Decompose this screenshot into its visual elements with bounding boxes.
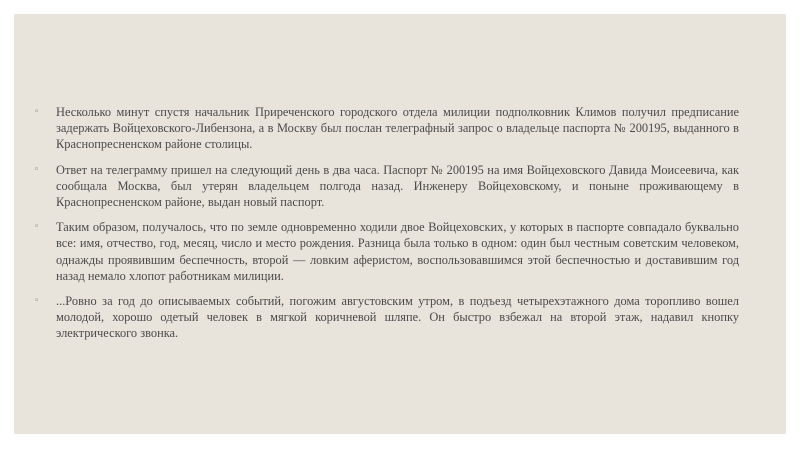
paragraph-4	[34, 293, 739, 342]
paragraph-text: ...Ровно за год до описываемых событий, погожим августовским утром, в подъезд четырехэтажного дома торопливо вошел молодой, хорошо одетый человек в мягкой коричневой шляпе. Он быстро взбежал на второй этаж, надавил кнопку электрического звонка.	[56, 294, 739, 341]
paragraph-text: Несколько минут спустя начальник Приреченского городского отдела милиции подполковник Климов получил предписание задержать Войцеховского-Либензона, а в Москву был послан телеграфный запрос о владельце паспорта № 200195, выданного в Краснопресненском районе столицы.	[56, 105, 739, 152]
slide-content	[34, 104, 739, 351]
paragraph-3	[34, 219, 739, 284]
bullet-icon: ◦	[34, 296, 40, 307]
bullet-icon: ◦	[34, 107, 40, 117]
paragraph-text: Таким образом, получалось, что по земле одновременно ходили двое Войцеховских, у которых в паспорте совпадало буквально все: имя, отчество, год, месяц, число и место рождения. Разница была только в одном: один был честным советским человеком, однажды проявившим беспечность, второй — ловким аферистом, воспользовавшимся этой беспечностью и доставившим год назад немало хлопот работникам милиции.	[56, 220, 739, 283]
bullet-icon: ◦	[34, 164, 40, 175]
slide	[14, 14, 786, 434]
bullet-icon: ◦	[34, 222, 40, 233]
paragraph-1	[34, 104, 739, 153]
paragraph-text: Ответ на телеграмму пришел на следующий день в два часа. Паспорт № 200195 на имя Войцеховского Давида Моисеевича, как сообщала Москва, был утерян владельцем полгода назад. Инженеру Войцеховскому, и поныне проживающему в Краснопресненском районе, выдан новый паспорт.	[56, 162, 739, 210]
paragraph-2	[34, 162, 739, 211]
